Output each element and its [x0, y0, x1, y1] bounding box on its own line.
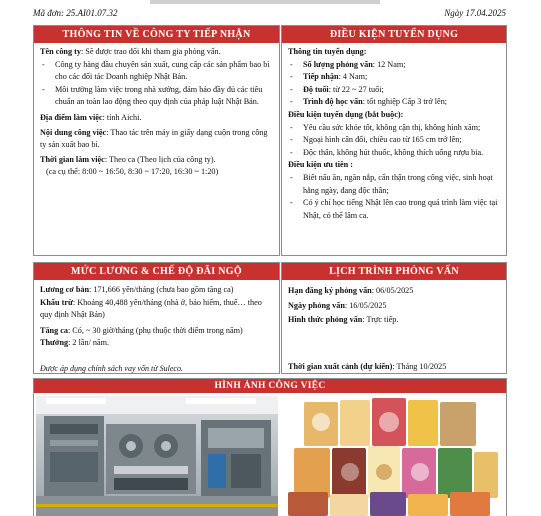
products-photo — [284, 396, 504, 516]
company-bullet: - Môi trường làm việc trong nhà xưởng, đảm bảo đầy đủ các tiêu chuẩn an toàn lao động theo quy định của pháp luật Nhật Bản. — [40, 84, 273, 109]
work-value: : Thao tác trên máy in giấy dạng cuộn trong công ty sản xuất bao bì. — [40, 127, 268, 150]
bonus-value: : 2 lần/ năm. — [68, 338, 110, 348]
info-label: Độ tuổi — [303, 84, 329, 94]
schedule-value: : 16/05/2025 — [344, 300, 387, 310]
info-value: : 4 Nam; — [338, 72, 368, 82]
info-label: Trình độ học vấn — [303, 97, 363, 107]
factory-photo — [36, 396, 278, 516]
company-panel — [33, 25, 280, 256]
company-body — [40, 46, 273, 179]
order-code: Mã đơn: 25.AI01.07.32 — [33, 8, 118, 18]
salary-body — [40, 284, 273, 350]
info-heading: Thông tin tuyển dụng: — [288, 47, 367, 56]
requirement-item: - Yêu cầu sức khỏe tốt, không cận thị, không hình xăm; — [288, 122, 502, 135]
departure-label: Thời gian xuất cảnh (dự kiến) — [288, 362, 393, 371]
requirement-item: - Ngoại hình cân đối, chiều cao từ 165 cm trở lên; — [288, 134, 502, 147]
departure-value: : Tháng 10/2025 — [392, 362, 447, 371]
schedule-value: : 06/05/2025 — [371, 286, 414, 295]
preference-item: - Có ý chí học tiếng Nhật lên cao trong quá trình làm việc tại Nhật, có thể lâm ca. — [288, 197, 502, 222]
schedule-body — [288, 284, 500, 328]
location-value: : tỉnh Aichi. — [102, 112, 142, 122]
header-bar-fragment — [150, 0, 380, 4]
schedule-value: : Trực tiếp. — [362, 315, 399, 324]
requirement-item: - Độc thân, không hút thuốc, không thích uống rượu bia. — [288, 147, 502, 160]
info-value: : từ 22 ~ 27 tuổi; — [328, 84, 384, 94]
schedule-label: Hạn đăng ký phỏng vấn — [288, 286, 372, 295]
deduction-value: : Khoảng 40,488 yên/tháng (nhà ở, bảo hiểm, thuế… theo quy định Nhật Bản) — [40, 297, 262, 320]
preference-item: - Biết nấu ăn, ngăn nắp, cẩn thận trong công việc, sinh hoạt hằng ngày, đang độc thân; — [288, 172, 502, 197]
company-name-value: : Sẽ được trao đổi khi tham gia phỏng vấn. — [80, 47, 221, 56]
salary-title: MỨC LƯƠNG & CHẾ ĐỘ ĐÃI NGỘ — [34, 263, 279, 280]
requirement-heading: Điều kiện tuyển dụng (bắt buộc): — [288, 109, 404, 119]
conditions-body — [288, 46, 502, 222]
company-title: THÔNG TIN VỀ CÔNG TY TIẾP NHẬN — [34, 26, 279, 43]
conditions-panel — [281, 25, 507, 256]
preference-heading: Điều kiện ưu tiên : — [288, 160, 353, 170]
location-label: Địa điểm làm việc — [40, 112, 103, 122]
time-label: Thời gian làm việc — [40, 154, 105, 164]
bonus-label: Thưởng — [40, 338, 69, 348]
time-value: : Theo ca (Theo lịch của công ty). — [104, 154, 216, 164]
departure-row — [288, 361, 502, 373]
top-strip — [0, 0, 541, 6]
company-bullet: - Công ty hàng đầu chuyên sản xuất, cung cấp các sản phẩm bao bì cho các đối tác Doanh nghiệp Nhật Bản. — [40, 59, 273, 84]
info-value: : tốt nghiệp Cấp 3 trở lên; — [362, 97, 448, 107]
schedule-title: LỊCH TRÌNH PHỎNG VẤN — [282, 263, 506, 280]
base-salary-label: Lương cơ bản — [40, 285, 90, 294]
base-salary-value: : 171,666 yên/tháng (chưa bao gồm tăng ca) — [89, 285, 234, 294]
schedule-label: Hình thức phỏng vấn — [288, 315, 363, 324]
conditions-title: ĐIỀU KIỆN TUYỂN DỤNG — [282, 26, 506, 43]
time-detail: (ca cụ thể: 8:00 ~ 16:50, 8:30 ~ 17:20, 16:30 ~ 1:20) — [46, 167, 219, 177]
info-label: Số lượng phỏng vấn — [303, 59, 373, 69]
overtime-value: : Có, ~ 30 giờ/tháng (phụ thuộc thời điểm trong năm) — [67, 325, 243, 335]
salary-panel — [33, 262, 280, 374]
company-name-label: Tên công ty — [40, 47, 81, 56]
deduction-label: Khấu trừ — [40, 297, 73, 307]
info-label: Tiếp nhận — [303, 72, 339, 82]
overtime-label: Tăng ca — [40, 325, 68, 335]
info-value: : 12 Nam; — [372, 59, 406, 69]
document-date: Ngày 17.04.2025 — [444, 8, 506, 18]
loan-note: Được áp dụng chính sách vay vốn từ Suleco. — [40, 364, 183, 373]
work-label: Nội dung công việc — [40, 127, 107, 137]
images-title: HÌNH ẢNH CÔNG VIỆC — [34, 379, 506, 393]
schedule-panel — [281, 262, 507, 374]
schedule-label: Ngày phỏng vấn — [288, 300, 345, 310]
